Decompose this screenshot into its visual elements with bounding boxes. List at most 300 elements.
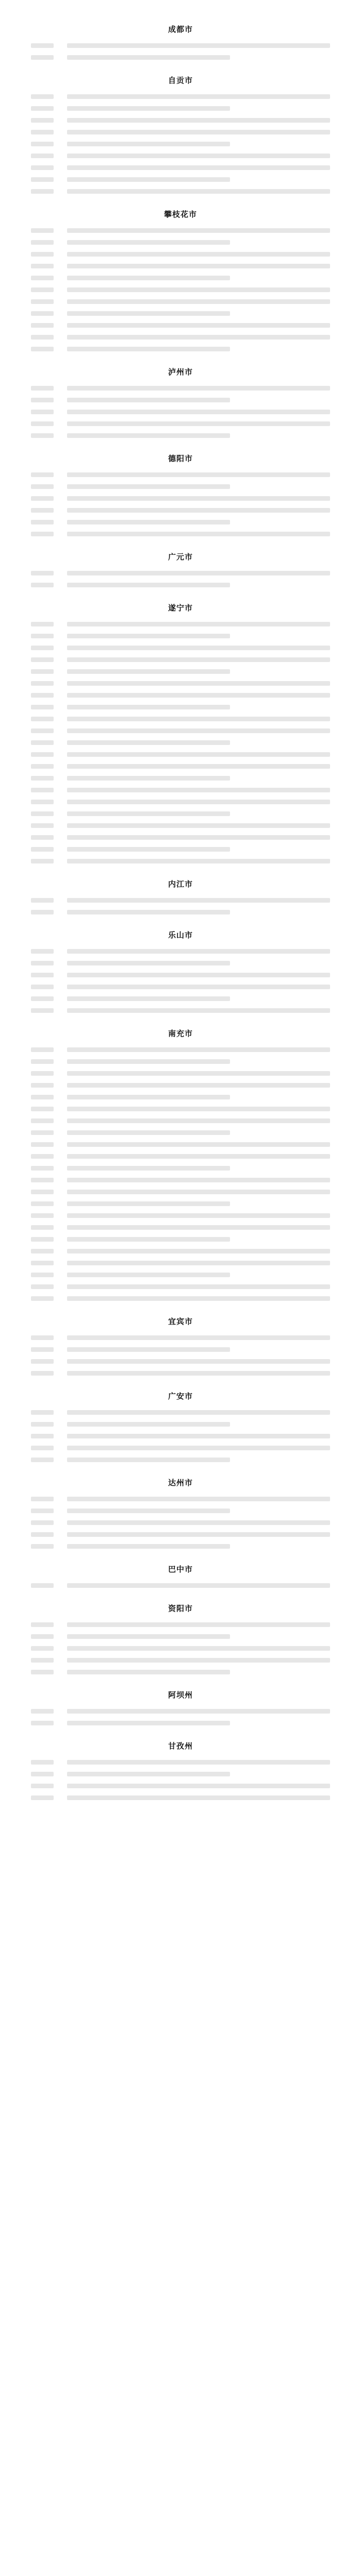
affiliation-placeholder <box>67 1646 330 1651</box>
person-name <box>31 845 67 854</box>
person-name <box>31 1223 67 1232</box>
name-placeholder <box>31 1784 54 1788</box>
name-placeholder <box>31 1071 54 1076</box>
affiliation-placeholder <box>67 1670 230 1674</box>
person-name <box>31 857 67 866</box>
affiliation-placeholder <box>67 472 330 477</box>
affiliation-text <box>67 1408 330 1417</box>
list-item <box>0 1540 361 1552</box>
list-item <box>0 236 361 248</box>
list-item <box>0 945 361 957</box>
person-name <box>31 163 67 172</box>
affiliation-text <box>67 41 330 50</box>
person-name <box>31 971 67 979</box>
list-item <box>0 1517 361 1529</box>
list-item <box>0 1103 361 1115</box>
affiliation-placeholder <box>67 1213 330 1218</box>
affiliation-placeholder <box>67 484 230 489</box>
affiliation-text <box>67 845 330 854</box>
person-name <box>31 1495 67 1503</box>
list-item <box>0 832 361 843</box>
person-name <box>31 140 67 148</box>
person-name <box>31 1045 67 1054</box>
list-item <box>0 1233 361 1245</box>
list-item <box>0 1056 361 1067</box>
list-item <box>0 225 361 236</box>
person-name <box>31 1770 67 1778</box>
city-heading: 南充市 <box>168 1029 193 1038</box>
list-item <box>0 1430 361 1442</box>
person-name <box>31 285 67 294</box>
affiliation-placeholder <box>67 177 230 182</box>
affiliation-placeholder <box>67 264 330 268</box>
affiliation-text <box>67 581 330 589</box>
city-section <box>0 929 361 1016</box>
person-name <box>31 470 67 479</box>
list-item <box>0 91 361 103</box>
person-name <box>31 1432 67 1440</box>
name-placeholder <box>31 1190 54 1194</box>
affiliation-text <box>67 1357 330 1366</box>
affiliation-placeholder <box>67 1784 330 1788</box>
name-placeholder <box>31 1261 54 1265</box>
person-name <box>31 1057 67 1066</box>
list-item <box>0 1355 361 1367</box>
name-placeholder <box>31 898 54 903</box>
affiliation-placeholder <box>67 532 330 536</box>
person-name <box>31 1719 67 1727</box>
affiliation-text <box>67 1045 330 1054</box>
affiliation-text <box>67 1632 330 1641</box>
person-name <box>31 1656 67 1665</box>
person-name <box>31 994 67 1003</box>
list-item <box>0 308 361 319</box>
list-item <box>0 40 361 52</box>
person-name <box>31 104 67 113</box>
person-name <box>31 821 67 830</box>
list-item <box>0 820 361 832</box>
affiliation-text <box>67 1518 330 1527</box>
list-item <box>0 1666 361 1678</box>
name-placeholder <box>31 189 54 194</box>
list-item <box>0 1044 361 1056</box>
list-item <box>0 248 361 260</box>
name-placeholder <box>31 1634 54 1639</box>
person-name <box>31 321 67 330</box>
affiliation-text <box>67 1333 330 1342</box>
affiliation-placeholder <box>67 752 330 757</box>
person-name <box>31 1530 67 1539</box>
affiliation-placeholder <box>67 1107 330 1111</box>
person-name <box>31 1116 67 1125</box>
person-name <box>31 1188 67 1196</box>
affiliation-text <box>67 1081 330 1090</box>
affiliation-text <box>67 151 330 160</box>
affiliation-text <box>67 959 330 968</box>
name-placeholder <box>31 287 54 292</box>
name-placeholder <box>31 311 54 316</box>
name-placeholder <box>31 1095 54 1099</box>
affiliation-placeholder <box>67 106 230 111</box>
person-name <box>31 1259 67 1267</box>
list-item <box>0 855 361 867</box>
list-item <box>0 103 361 114</box>
person-name <box>31 494 67 503</box>
affiliation-text <box>67 982 330 991</box>
affiliation-placeholder <box>67 973 330 977</box>
affiliation-text <box>67 297 330 306</box>
person-name <box>31 530 67 538</box>
list-item <box>0 430 361 442</box>
affiliation-placeholder <box>67 386 330 391</box>
name-placeholder <box>31 323 54 328</box>
city-heading: 成都市 <box>168 25 193 34</box>
person-name <box>31 833 67 842</box>
name-placeholder <box>31 1273 54 1277</box>
person-name <box>31 1333 67 1342</box>
list-item <box>0 528 361 540</box>
name-placeholder <box>31 252 54 257</box>
affiliation-placeholder <box>67 1795 330 1800</box>
city-section <box>0 1391 361 1466</box>
person-name <box>31 1758 67 1767</box>
list-item <box>0 1139 361 1150</box>
affiliation-placeholder <box>67 835 330 840</box>
city-section <box>0 878 361 918</box>
person-name <box>31 187 67 196</box>
affiliation-placeholder <box>67 583 230 587</box>
person-name <box>31 431 67 440</box>
list-item <box>0 666 361 677</box>
affiliation-placeholder <box>67 299 330 304</box>
affiliation-text <box>67 971 330 979</box>
affiliation-placeholder <box>67 571 330 575</box>
person-name <box>31 274 67 282</box>
affiliation-text <box>67 1140 330 1149</box>
affiliation-placeholder <box>67 1520 330 1525</box>
affiliation-text <box>67 762 330 771</box>
person-name <box>31 518 67 527</box>
name-placeholder <box>31 1772 54 1776</box>
person-name <box>31 786 67 794</box>
affiliation-placeholder <box>67 910 230 914</box>
name-placeholder <box>31 859 54 863</box>
affiliation-placeholder <box>67 1721 230 1725</box>
person-name <box>31 482 67 491</box>
affiliation-text <box>67 1176 330 1184</box>
city-section <box>0 1477 361 1552</box>
affiliation-placeholder <box>67 1225 330 1230</box>
affiliation-text <box>67 798 330 806</box>
name-placeholder <box>31 996 54 1001</box>
person-name <box>31 1199 67 1208</box>
affiliation-text <box>67 262 330 270</box>
affiliation-placeholder <box>67 1296 330 1301</box>
person-name <box>31 643 67 652</box>
affiliation-placeholder <box>67 1249 330 1253</box>
name-placeholder <box>31 1622 54 1627</box>
person-name <box>31 655 67 664</box>
list-item <box>0 1005 361 1016</box>
list-item <box>0 185 361 197</box>
person-name <box>31 1455 67 1464</box>
affiliation-text <box>67 309 330 318</box>
person-name <box>31 1542 67 1551</box>
affiliation-text <box>67 1116 330 1125</box>
list-item <box>0 174 361 185</box>
affiliation-text <box>67 1369 330 1378</box>
affiliation-text <box>67 908 330 917</box>
affiliation-text <box>67 1420 330 1429</box>
affiliation-placeholder <box>67 811 230 816</box>
list-item <box>0 1293 361 1304</box>
person-name <box>31 1270 67 1279</box>
name-placeholder <box>31 910 54 914</box>
list-item <box>0 382 361 394</box>
city-heading: 德阳市 <box>168 454 193 463</box>
name-placeholder <box>31 1721 54 1725</box>
affiliation-placeholder <box>67 1497 330 1501</box>
affiliation-text <box>67 1542 330 1551</box>
name-placeholder <box>31 1059 54 1064</box>
name-placeholder <box>31 1646 54 1651</box>
affiliation-placeholder <box>67 1544 230 1549</box>
affiliation-placeholder <box>67 323 330 328</box>
person-name <box>31 1506 67 1515</box>
person-name <box>31 738 67 747</box>
affiliation-text <box>67 384 330 393</box>
list-item <box>0 150 361 162</box>
affiliation-placeholder <box>67 508 330 513</box>
list-item <box>0 1493 361 1505</box>
name-placeholder <box>31 421 54 426</box>
list-item <box>0 1269 361 1281</box>
name-placeholder <box>31 1434 54 1438</box>
affiliation-text <box>67 1495 330 1503</box>
affiliation-placeholder <box>67 1190 330 1194</box>
name-placeholder <box>31 657 54 662</box>
affiliation-text <box>67 408 330 416</box>
person-name <box>31 297 67 306</box>
affiliation-placeholder <box>67 705 230 709</box>
name-placeholder <box>31 177 54 182</box>
list-item <box>0 618 361 630</box>
list-item <box>0 784 361 796</box>
affiliation-text <box>67 1057 330 1066</box>
affiliation-text <box>67 726 330 735</box>
list-item <box>0 1127 361 1139</box>
city-section <box>0 602 361 867</box>
affiliation-text <box>67 738 330 747</box>
affiliation-placeholder <box>67 1095 230 1099</box>
person-name <box>31 92 67 101</box>
list-item <box>0 1257 361 1269</box>
list-item <box>0 1079 361 1091</box>
affiliation-text <box>67 1719 330 1727</box>
affiliation-placeholder <box>67 130 330 134</box>
affiliation-placeholder <box>67 154 330 158</box>
list-item <box>0 1580 361 1591</box>
affiliation-text <box>67 1432 330 1440</box>
list-item <box>0 1529 361 1540</box>
affiliation-text <box>67 715 330 723</box>
affiliation-placeholder <box>67 1118 330 1123</box>
affiliation-placeholder <box>67 646 330 650</box>
affiliation-text <box>67 470 330 479</box>
affiliation-text <box>67 494 330 503</box>
affiliation-placeholder <box>67 728 330 733</box>
affiliation-text <box>67 691 330 700</box>
city-section <box>0 209 361 355</box>
affiliation-text <box>67 1223 330 1232</box>
person-name <box>31 703 67 711</box>
person-name <box>31 774 67 783</box>
city-heading: 巴中市 <box>168 1565 193 1574</box>
affiliation-placeholder <box>67 228 330 233</box>
affiliation-placeholder <box>67 1335 330 1340</box>
affiliation-text <box>67 518 330 527</box>
name-placeholder <box>31 1296 54 1301</box>
name-placeholder <box>31 1359 54 1364</box>
person-name <box>31 1164 67 1173</box>
person-name <box>31 384 67 393</box>
city-heading: 资阳市 <box>168 1604 193 1613</box>
affiliation-text <box>67 620 330 629</box>
list-item <box>0 701 361 713</box>
city-section <box>0 1564 361 1591</box>
person-name <box>31 1793 67 1802</box>
person-name <box>31 1444 67 1452</box>
person-name <box>31 1369 67 1378</box>
list-item <box>0 481 361 493</box>
person-name <box>31 896 67 905</box>
affiliation-text <box>67 285 330 294</box>
list-item <box>0 126 361 138</box>
person-name <box>31 1420 67 1429</box>
affiliation-placeholder <box>67 433 230 438</box>
affiliation-text <box>67 679 330 688</box>
affiliation-placeholder <box>67 165 330 170</box>
name-placeholder <box>31 1658 54 1663</box>
name-placeholder <box>31 1544 54 1549</box>
city-heading: 阿坝州 <box>168 1690 193 1700</box>
name-placeholder <box>31 410 54 414</box>
affiliation-text <box>67 1782 330 1790</box>
affiliation-text <box>67 809 330 818</box>
list-item <box>0 1768 361 1780</box>
list-item <box>0 1631 361 1642</box>
list-item <box>0 343 361 355</box>
person-name <box>31 333 67 342</box>
name-placeholder <box>31 740 54 745</box>
affiliation-placeholder <box>67 410 330 414</box>
affiliation-placeholder <box>67 240 230 245</box>
affiliation-placeholder <box>67 996 230 1001</box>
affiliation-placeholder <box>67 859 330 863</box>
list-item <box>0 1115 361 1127</box>
affiliation-text <box>67 250 330 259</box>
city-heading: 甘孜州 <box>168 1741 193 1751</box>
list-item <box>0 760 361 772</box>
person-name <box>31 175 67 184</box>
affiliation-text <box>67 187 330 196</box>
person-name <box>31 679 67 688</box>
list-item <box>0 772 361 784</box>
affiliation-placeholder <box>67 94 330 99</box>
name-placeholder <box>31 1284 54 1289</box>
affiliation-placeholder <box>67 1371 330 1376</box>
affiliation-placeholder <box>67 1509 230 1513</box>
list-item <box>0 1332 361 1344</box>
affiliation-text <box>67 506 330 515</box>
name-placeholder <box>31 835 54 840</box>
affiliation-placeholder <box>67 142 230 146</box>
affiliation-text <box>67 1105 330 1113</box>
affiliation-placeholder <box>67 1261 330 1265</box>
affiliation-placeholder <box>67 1130 230 1135</box>
list-item <box>0 406 361 418</box>
person-name <box>31 959 67 968</box>
person-name <box>31 1152 67 1161</box>
person-name <box>31 396 67 404</box>
city-section <box>0 1603 361 1678</box>
person-name <box>31 1357 67 1366</box>
name-placeholder <box>31 973 54 977</box>
list-item <box>0 469 361 481</box>
name-placeholder <box>31 669 54 674</box>
affiliation-text <box>67 1235 330 1244</box>
affiliation-text <box>67 1668 330 1676</box>
affiliation-text <box>67 333 330 342</box>
list-item <box>0 284 361 296</box>
name-placeholder <box>31 949 54 954</box>
affiliation-placeholder <box>67 311 230 316</box>
list-item <box>0 394 361 406</box>
name-placeholder <box>31 1371 54 1376</box>
affiliation-text <box>67 703 330 711</box>
affiliation-placeholder <box>67 1622 330 1627</box>
list-item <box>0 331 361 343</box>
person-name <box>31 262 67 270</box>
person-name <box>31 1408 67 1417</box>
name-placeholder <box>31 1130 54 1135</box>
affiliation-text <box>67 482 330 491</box>
list-item <box>0 677 361 689</box>
affiliation-placeholder <box>67 985 330 989</box>
affiliation-text <box>67 530 330 538</box>
affiliation-placeholder <box>67 1008 330 1013</box>
city-section <box>0 366 361 442</box>
affiliation-text <box>67 226 330 235</box>
name-placeholder <box>31 1249 54 1253</box>
person-name <box>31 726 67 735</box>
person-name <box>31 667 67 676</box>
name-placeholder <box>31 571 54 575</box>
affiliation-text <box>67 643 330 652</box>
name-placeholder <box>31 1166 54 1171</box>
name-placeholder <box>31 347 54 351</box>
list-item <box>0 1091 361 1103</box>
list-item <box>0 993 361 1005</box>
affiliation-placeholder <box>67 669 230 674</box>
affiliation-placeholder <box>67 1166 230 1171</box>
list-item <box>0 1792 361 1804</box>
list-item <box>0 957 361 969</box>
name-placeholder <box>31 508 54 513</box>
name-placeholder <box>31 55 54 60</box>
person-name <box>31 1093 67 1101</box>
name-placeholder <box>31 1532 54 1537</box>
